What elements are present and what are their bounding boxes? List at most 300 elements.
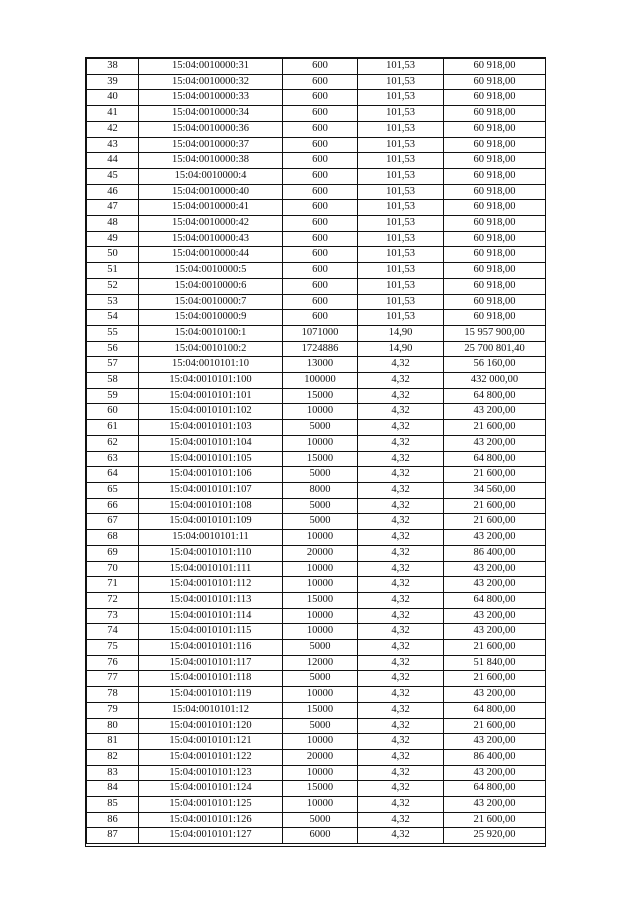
table-row xyxy=(87,640,546,656)
cadastral-number-cell: 15:04:0010101:104 xyxy=(139,435,283,451)
cadastral-number-cell: 15:04:0010000:42 xyxy=(139,216,283,232)
area-cell: 600 xyxy=(283,90,358,106)
cadastral-value-cell: 86 400,00 xyxy=(444,749,546,765)
row-number-cell: 86 xyxy=(87,812,139,828)
area-cell: 15000 xyxy=(283,781,358,797)
cadastral-value-cell: 21 600,00 xyxy=(444,514,546,530)
area-cell: 5000 xyxy=(283,420,358,436)
table-row xyxy=(87,216,546,232)
table-row xyxy=(87,718,546,734)
cadastral-value-cell: 21 600,00 xyxy=(444,812,546,828)
cadastral-number-cell: 15:04:0010101:124 xyxy=(139,781,283,797)
area-cell: 600 xyxy=(283,278,358,294)
area-cell: 10000 xyxy=(283,797,358,813)
rate-cell: 14,90 xyxy=(358,341,444,357)
row-number-cell: 63 xyxy=(87,451,139,467)
cadastral-value-cell: 86 400,00 xyxy=(444,545,546,561)
cadastral-number-cell: 15:04:0010101:11 xyxy=(139,530,283,546)
row-number-cell: 76 xyxy=(87,655,139,671)
cadastral-number-cell: 15:04:0010101:126 xyxy=(139,812,283,828)
rate-cell: 4,32 xyxy=(358,561,444,577)
row-number-cell: 68 xyxy=(87,530,139,546)
table-row xyxy=(87,153,546,169)
cadastral-value-cell: 60 918,00 xyxy=(444,168,546,184)
area-cell: 600 xyxy=(283,216,358,232)
cadastral-number-cell: 15:04:0010000:5 xyxy=(139,263,283,279)
row-number-cell: 61 xyxy=(87,420,139,436)
area-cell: 10000 xyxy=(283,765,358,781)
cadastral-number-cell: 15:04:0010101:103 xyxy=(139,420,283,436)
row-number-cell: 56 xyxy=(87,341,139,357)
rate-cell: 101,53 xyxy=(358,184,444,200)
area-cell: 5000 xyxy=(283,718,358,734)
cadastral-number-cell: 15:04:0010101:125 xyxy=(139,797,283,813)
table-row xyxy=(87,687,546,703)
cadastral-number-cell: 15:04:0010101:123 xyxy=(139,765,283,781)
rate-cell: 4,32 xyxy=(358,828,444,844)
area-cell: 1724886 xyxy=(283,341,358,357)
table-row xyxy=(87,451,546,467)
table-row xyxy=(87,325,546,341)
cadastral-number-cell: 15:04:0010101:121 xyxy=(139,734,283,750)
row-number-cell: 78 xyxy=(87,687,139,703)
table-row xyxy=(87,561,546,577)
area-cell: 20000 xyxy=(283,545,358,561)
area-cell: 12000 xyxy=(283,655,358,671)
cadastral-value-cell: 51 840,00 xyxy=(444,655,546,671)
row-number-cell: 85 xyxy=(87,797,139,813)
cadastral-value-cell: 60 918,00 xyxy=(444,74,546,90)
area-cell: 5000 xyxy=(283,514,358,530)
rate-cell: 101,53 xyxy=(358,137,444,153)
rate-cell: 4,32 xyxy=(358,655,444,671)
rate-cell: 4,32 xyxy=(358,577,444,593)
cadastral-value-cell: 60 918,00 xyxy=(444,278,546,294)
row-number-cell: 43 xyxy=(87,137,139,153)
row-number-cell: 87 xyxy=(87,828,139,844)
table-row xyxy=(87,498,546,514)
row-number-cell: 81 xyxy=(87,734,139,750)
cadastral-value-cell: 43 200,00 xyxy=(444,734,546,750)
cadastral-number-cell: 15:04:0010101:110 xyxy=(139,545,283,561)
area-cell: 10000 xyxy=(283,435,358,451)
row-number-cell: 59 xyxy=(87,388,139,404)
cadastral-number-cell: 15:04:0010101:116 xyxy=(139,640,283,656)
area-cell: 10000 xyxy=(283,608,358,624)
land-parcel-table xyxy=(86,58,546,844)
cadastral-number-cell: 15:04:0010000:32 xyxy=(139,74,283,90)
cadastral-number-cell: 15:04:0010000:38 xyxy=(139,153,283,169)
table-row xyxy=(87,263,546,279)
table-row xyxy=(87,247,546,263)
cadastral-number-cell: 15:04:0010101:119 xyxy=(139,687,283,703)
table-row xyxy=(87,734,546,750)
row-number-cell: 57 xyxy=(87,357,139,373)
rate-cell: 4,32 xyxy=(358,812,444,828)
row-number-cell: 48 xyxy=(87,216,139,232)
row-number-cell: 75 xyxy=(87,640,139,656)
table-row xyxy=(87,90,546,106)
table-row xyxy=(87,341,546,357)
area-cell: 600 xyxy=(283,59,358,75)
cadastral-number-cell: 15:04:0010000:44 xyxy=(139,247,283,263)
row-number-cell: 84 xyxy=(87,781,139,797)
table-row xyxy=(87,702,546,718)
rate-cell: 101,53 xyxy=(358,200,444,216)
row-number-cell: 70 xyxy=(87,561,139,577)
rate-cell: 101,53 xyxy=(358,168,444,184)
rate-cell: 4,32 xyxy=(358,734,444,750)
cadastral-number-cell: 15:04:0010000:6 xyxy=(139,278,283,294)
area-cell: 6000 xyxy=(283,828,358,844)
cadastral-value-cell: 60 918,00 xyxy=(444,137,546,153)
cadastral-value-cell: 60 918,00 xyxy=(444,231,546,247)
area-cell: 10000 xyxy=(283,734,358,750)
cadastral-number-cell: 15:04:0010000:43 xyxy=(139,231,283,247)
rate-cell: 4,32 xyxy=(358,624,444,640)
rate-cell: 4,32 xyxy=(358,797,444,813)
table-row xyxy=(87,294,546,310)
table-row xyxy=(87,184,546,200)
cadastral-value-cell: 60 918,00 xyxy=(444,90,546,106)
row-number-cell: 52 xyxy=(87,278,139,294)
cadastral-value-cell: 34 560,00 xyxy=(444,482,546,498)
area-cell: 15000 xyxy=(283,702,358,718)
rate-cell: 101,53 xyxy=(358,294,444,310)
cadastral-number-cell: 15:04:0010101:108 xyxy=(139,498,283,514)
table-row xyxy=(87,373,546,389)
cadastral-value-cell: 60 918,00 xyxy=(444,121,546,137)
rate-cell: 101,53 xyxy=(358,59,444,75)
rate-cell: 4,32 xyxy=(358,514,444,530)
cadastral-value-cell: 43 200,00 xyxy=(444,530,546,546)
cadastral-number-cell: 15:04:0010000:4 xyxy=(139,168,283,184)
cadastral-number-cell: 15:04:0010101:113 xyxy=(139,592,283,608)
cadastral-value-cell: 21 600,00 xyxy=(444,498,546,514)
row-number-cell: 46 xyxy=(87,184,139,200)
row-number-cell: 64 xyxy=(87,467,139,483)
cadastral-value-cell: 60 918,00 xyxy=(444,153,546,169)
cadastral-value-cell: 43 200,00 xyxy=(444,797,546,813)
table-row xyxy=(87,608,546,624)
area-cell: 600 xyxy=(283,231,358,247)
cadastral-value-cell: 60 918,00 xyxy=(444,247,546,263)
area-cell: 15000 xyxy=(283,388,358,404)
cadastral-number-cell: 15:04:0010101:115 xyxy=(139,624,283,640)
cadastral-number-cell: 15:04:0010000:41 xyxy=(139,200,283,216)
row-number-cell: 53 xyxy=(87,294,139,310)
table-row xyxy=(87,765,546,781)
table-row xyxy=(87,797,546,813)
area-cell: 15000 xyxy=(283,592,358,608)
area-cell: 600 xyxy=(283,153,358,169)
cadastral-value-cell: 60 918,00 xyxy=(444,106,546,122)
rate-cell: 101,53 xyxy=(358,231,444,247)
cadastral-value-cell: 21 600,00 xyxy=(444,671,546,687)
rate-cell: 4,32 xyxy=(358,608,444,624)
table-row xyxy=(87,530,546,546)
cadastral-value-cell: 60 918,00 xyxy=(444,216,546,232)
cadastral-number-cell: 15:04:0010101:10 xyxy=(139,357,283,373)
table-row xyxy=(87,435,546,451)
cadastral-value-cell: 60 918,00 xyxy=(444,59,546,75)
table-row xyxy=(87,514,546,530)
rate-cell: 4,32 xyxy=(358,749,444,765)
cadastral-value-cell: 56 160,00 xyxy=(444,357,546,373)
cadastral-number-cell: 15:04:0010101:12 xyxy=(139,702,283,718)
row-number-cell: 69 xyxy=(87,545,139,561)
table-row xyxy=(87,200,546,216)
cadastral-number-cell: 15:04:0010101:109 xyxy=(139,514,283,530)
area-cell: 600 xyxy=(283,263,358,279)
rate-cell: 101,53 xyxy=(358,310,444,326)
cadastral-number-cell: 15:04:0010101:118 xyxy=(139,671,283,687)
area-cell: 10000 xyxy=(283,561,358,577)
row-number-cell: 60 xyxy=(87,404,139,420)
row-number-cell: 77 xyxy=(87,671,139,687)
area-cell: 5000 xyxy=(283,498,358,514)
table-row xyxy=(87,671,546,687)
cadastral-value-cell: 15 957 900,00 xyxy=(444,325,546,341)
area-cell: 600 xyxy=(283,247,358,263)
cadastral-number-cell: 15:04:0010000:37 xyxy=(139,137,283,153)
row-number-cell: 49 xyxy=(87,231,139,247)
cadastral-value-cell: 21 600,00 xyxy=(444,420,546,436)
rate-cell: 4,32 xyxy=(358,451,444,467)
area-cell: 600 xyxy=(283,168,358,184)
rate-cell: 4,32 xyxy=(358,373,444,389)
rate-cell: 101,53 xyxy=(358,106,444,122)
area-cell: 10000 xyxy=(283,624,358,640)
cadastral-value-cell: 432 000,00 xyxy=(444,373,546,389)
table-row xyxy=(87,781,546,797)
rate-cell: 4,32 xyxy=(358,640,444,656)
rate-cell: 101,53 xyxy=(358,121,444,137)
row-number-cell: 45 xyxy=(87,168,139,184)
cadastral-value-cell: 25 920,00 xyxy=(444,828,546,844)
cadastral-value-cell: 21 600,00 xyxy=(444,718,546,734)
row-number-cell: 73 xyxy=(87,608,139,624)
table-row xyxy=(87,828,546,844)
rate-cell: 4,32 xyxy=(358,357,444,373)
cadastral-number-cell: 15:04:0010101:101 xyxy=(139,388,283,404)
table-row xyxy=(87,357,546,373)
rate-cell: 4,32 xyxy=(358,467,444,483)
table-row xyxy=(87,812,546,828)
rate-cell: 4,32 xyxy=(358,498,444,514)
cadastral-number-cell: 15:04:0010100:2 xyxy=(139,341,283,357)
table-row xyxy=(87,231,546,247)
area-cell: 600 xyxy=(283,184,358,200)
area-cell: 600 xyxy=(283,294,358,310)
cadastral-number-cell: 15:04:0010000:31 xyxy=(139,59,283,75)
cadastral-number-cell: 15:04:0010000:36 xyxy=(139,121,283,137)
rate-cell: 4,32 xyxy=(358,435,444,451)
cadastral-value-cell: 64 800,00 xyxy=(444,592,546,608)
cadastral-value-cell: 21 600,00 xyxy=(444,640,546,656)
cadastral-value-cell: 21 600,00 xyxy=(444,467,546,483)
area-cell: 20000 xyxy=(283,749,358,765)
cadastral-number-cell: 15:04:0010101:106 xyxy=(139,467,283,483)
area-cell: 1071000 xyxy=(283,325,358,341)
rate-cell: 101,53 xyxy=(358,278,444,294)
row-number-cell: 83 xyxy=(87,765,139,781)
rate-cell: 14,90 xyxy=(358,325,444,341)
table-row xyxy=(87,388,546,404)
area-cell: 5000 xyxy=(283,812,358,828)
area-cell: 600 xyxy=(283,106,358,122)
cadastral-value-cell: 60 918,00 xyxy=(444,294,546,310)
cadastral-number-cell: 15:04:0010000:7 xyxy=(139,294,283,310)
cadastral-number-cell: 15:04:0010100:1 xyxy=(139,325,283,341)
rate-cell: 4,32 xyxy=(358,781,444,797)
area-cell: 10000 xyxy=(283,404,358,420)
area-cell: 600 xyxy=(283,137,358,153)
table-row xyxy=(87,624,546,640)
rate-cell: 4,32 xyxy=(358,765,444,781)
table-row xyxy=(87,74,546,90)
rate-cell: 101,53 xyxy=(358,153,444,169)
table-row xyxy=(87,577,546,593)
rate-cell: 101,53 xyxy=(358,90,444,106)
rate-cell: 4,32 xyxy=(358,404,444,420)
area-cell: 600 xyxy=(283,74,358,90)
row-number-cell: 66 xyxy=(87,498,139,514)
rate-cell: 4,32 xyxy=(358,592,444,608)
cadastral-value-cell: 60 918,00 xyxy=(444,263,546,279)
area-cell: 8000 xyxy=(283,482,358,498)
cadastral-number-cell: 15:04:0010101:120 xyxy=(139,718,283,734)
row-number-cell: 82 xyxy=(87,749,139,765)
cadastral-value-cell: 43 200,00 xyxy=(444,687,546,703)
area-cell: 600 xyxy=(283,121,358,137)
row-number-cell: 80 xyxy=(87,718,139,734)
rate-cell: 4,32 xyxy=(358,687,444,703)
cadastral-value-cell: 60 918,00 xyxy=(444,310,546,326)
table-row xyxy=(87,168,546,184)
area-cell: 600 xyxy=(283,200,358,216)
table-row xyxy=(87,592,546,608)
cadastral-value-cell: 43 200,00 xyxy=(444,577,546,593)
row-number-cell: 40 xyxy=(87,90,139,106)
cadastral-number-cell: 15:04:0010101:107 xyxy=(139,482,283,498)
cadastral-value-cell: 60 918,00 xyxy=(444,200,546,216)
cadastral-value-cell: 43 200,00 xyxy=(444,624,546,640)
table-row xyxy=(87,749,546,765)
rate-cell: 101,53 xyxy=(358,216,444,232)
rate-cell: 4,32 xyxy=(358,530,444,546)
cadastral-value-cell: 25 700 801,40 xyxy=(444,341,546,357)
table-row xyxy=(87,59,546,75)
row-number-cell: 54 xyxy=(87,310,139,326)
table-row xyxy=(87,545,546,561)
area-cell: 600 xyxy=(283,310,358,326)
row-number-cell: 44 xyxy=(87,153,139,169)
cadastral-number-cell: 15:04:0010101:100 xyxy=(139,373,283,389)
area-cell: 10000 xyxy=(283,687,358,703)
cadastral-number-cell: 15:04:0010000:9 xyxy=(139,310,283,326)
rate-cell: 4,32 xyxy=(358,388,444,404)
row-number-cell: 41 xyxy=(87,106,139,122)
cadastral-number-cell: 15:04:0010101:111 xyxy=(139,561,283,577)
row-number-cell: 65 xyxy=(87,482,139,498)
table-row xyxy=(87,121,546,137)
table-row xyxy=(87,482,546,498)
table-row xyxy=(87,310,546,326)
row-number-cell: 42 xyxy=(87,121,139,137)
table-row xyxy=(87,137,546,153)
cadastral-value-cell: 64 800,00 xyxy=(444,781,546,797)
rate-cell: 101,53 xyxy=(358,247,444,263)
table-body xyxy=(87,59,546,844)
row-number-cell: 74 xyxy=(87,624,139,640)
row-number-cell: 50 xyxy=(87,247,139,263)
row-number-cell: 62 xyxy=(87,435,139,451)
rate-cell: 4,32 xyxy=(358,671,444,687)
cadastral-value-cell: 64 800,00 xyxy=(444,702,546,718)
area-cell: 5000 xyxy=(283,640,358,656)
cadastral-value-cell: 43 200,00 xyxy=(444,435,546,451)
area-cell: 13000 xyxy=(283,357,358,373)
row-number-cell: 72 xyxy=(87,592,139,608)
table-row xyxy=(87,655,546,671)
cadastral-value-cell: 43 200,00 xyxy=(444,561,546,577)
cadastral-number-cell: 15:04:0010101:127 xyxy=(139,828,283,844)
cadastral-number-cell: 15:04:0010000:40 xyxy=(139,184,283,200)
row-number-cell: 58 xyxy=(87,373,139,389)
cadastral-number-cell: 15:04:0010101:102 xyxy=(139,404,283,420)
table-row xyxy=(87,106,546,122)
cadastral-number-cell: 15:04:0010000:34 xyxy=(139,106,283,122)
cadastral-number-cell: 15:04:0010000:33 xyxy=(139,90,283,106)
row-number-cell: 55 xyxy=(87,325,139,341)
cadastral-number-cell: 15:04:0010101:105 xyxy=(139,451,283,467)
rate-cell: 4,32 xyxy=(358,545,444,561)
rate-cell: 4,32 xyxy=(358,482,444,498)
cadastral-value-cell: 64 800,00 xyxy=(444,388,546,404)
cadastral-value-cell: 60 918,00 xyxy=(444,184,546,200)
rate-cell: 4,32 xyxy=(358,718,444,734)
area-cell: 15000 xyxy=(283,451,358,467)
row-number-cell: 67 xyxy=(87,514,139,530)
row-number-cell: 71 xyxy=(87,577,139,593)
cadastral-number-cell: 15:04:0010101:122 xyxy=(139,749,283,765)
cadastral-value-cell: 43 200,00 xyxy=(444,404,546,420)
rate-cell: 4,32 xyxy=(358,702,444,718)
cadastral-number-cell: 15:04:0010101:112 xyxy=(139,577,283,593)
area-cell: 10000 xyxy=(283,577,358,593)
cadastral-value-cell: 43 200,00 xyxy=(444,608,546,624)
row-number-cell: 51 xyxy=(87,263,139,279)
table-row xyxy=(87,467,546,483)
rate-cell: 4,32 xyxy=(358,420,444,436)
table-row xyxy=(87,420,546,436)
rate-cell: 101,53 xyxy=(358,263,444,279)
area-cell: 100000 xyxy=(283,373,358,389)
cadastral-number-cell: 15:04:0010101:114 xyxy=(139,608,283,624)
table-row xyxy=(87,404,546,420)
row-number-cell: 38 xyxy=(87,59,139,75)
row-number-cell: 79 xyxy=(87,702,139,718)
table-row xyxy=(87,278,546,294)
rate-cell: 101,53 xyxy=(358,74,444,90)
cadastral-value-cell: 64 800,00 xyxy=(444,451,546,467)
row-number-cell: 39 xyxy=(87,74,139,90)
area-cell: 10000 xyxy=(283,530,358,546)
area-cell: 5000 xyxy=(283,671,358,687)
cadastral-number-cell: 15:04:0010101:117 xyxy=(139,655,283,671)
cadastral-value-cell: 43 200,00 xyxy=(444,765,546,781)
